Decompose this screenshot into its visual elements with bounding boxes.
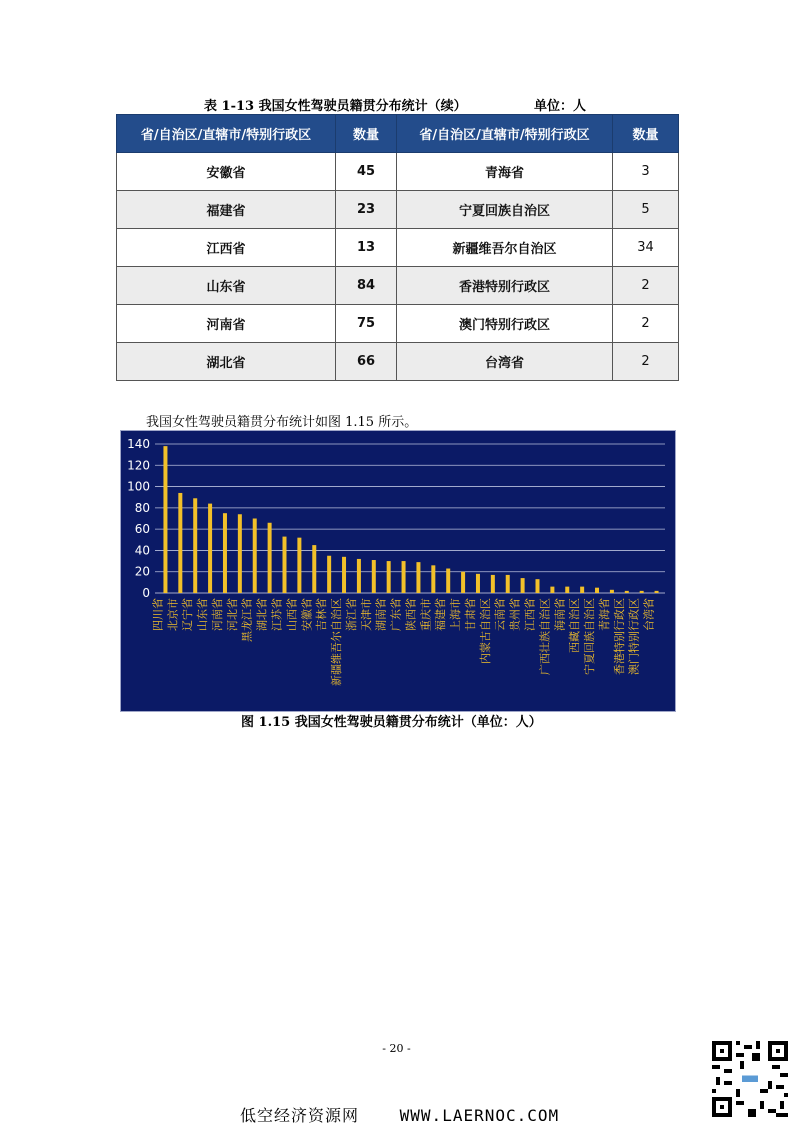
x-tick-label: 广东省	[389, 598, 403, 631]
region-cell: 福建省	[117, 191, 336, 229]
table-unit: 单位：人	[534, 99, 587, 114]
bar	[312, 545, 316, 593]
table-caption: 表 1-13 我国女性驾驶员籍贯分布统计（续）	[204, 99, 467, 114]
y-tick-label: 100	[127, 479, 150, 494]
bar	[476, 574, 480, 593]
x-tick-label: 四川省	[151, 598, 165, 631]
table-row	[117, 267, 679, 305]
count-cell: 5	[613, 191, 679, 229]
bar	[163, 446, 167, 593]
bar	[580, 587, 584, 593]
table-row	[117, 153, 679, 191]
x-tick-label: 宁夏回族自治区	[583, 598, 597, 675]
x-tick-label: 青海省	[597, 598, 611, 631]
bar	[223, 513, 227, 593]
bar	[550, 587, 554, 593]
bar	[506, 575, 510, 593]
bar	[565, 587, 569, 593]
header-region-1: 省/自治区/直辖市/特别行政区	[117, 115, 336, 153]
y-tick-label: 80	[134, 500, 150, 515]
bar	[387, 561, 391, 593]
table-row	[117, 229, 679, 267]
region-cell: 河南省	[117, 305, 336, 343]
bar	[327, 556, 331, 593]
x-tick-label: 福建省	[434, 598, 448, 631]
count-cell: 75	[336, 305, 397, 343]
bar	[491, 575, 495, 593]
chart-svg	[121, 431, 675, 711]
bar	[461, 572, 465, 593]
bar	[610, 590, 614, 593]
table-row	[117, 343, 679, 381]
bar	[268, 523, 272, 593]
x-tick-label: 湖南省	[374, 598, 388, 631]
table-row	[117, 305, 679, 343]
bar	[431, 565, 435, 593]
figure-caption: 图 1.15 我国女性驾驶员籍贯分布统计（单位：人）	[241, 715, 542, 730]
region-cell: 山东省	[117, 267, 336, 305]
bar	[208, 504, 212, 593]
x-tick-label: 天津市	[359, 598, 373, 631]
x-tick-label: 贵州省	[508, 598, 522, 631]
x-tick-label: 江苏省	[270, 598, 284, 631]
bar	[402, 561, 406, 593]
table-header-row	[117, 115, 679, 153]
count-cell: 2	[613, 305, 679, 343]
bar	[283, 537, 287, 593]
x-tick-label: 内蒙古自治区	[478, 598, 492, 664]
bar	[178, 493, 182, 593]
footer	[240, 1103, 559, 1126]
x-tick-label: 香港特别行政区	[612, 598, 626, 675]
x-tick-label: 陕西省	[404, 598, 418, 631]
count-cell: 45	[336, 153, 397, 191]
region-cell: 澳门特别行政区	[397, 305, 613, 343]
bar	[640, 591, 644, 593]
footer-url[interactable]: WWW.LAERNOC.COM	[399, 1106, 560, 1125]
x-tick-label: 江西省	[523, 598, 537, 631]
region-cell: 湖北省	[117, 343, 336, 381]
header-count-1: 数量	[336, 115, 397, 153]
x-tick-label: 西藏自治区	[568, 598, 582, 653]
x-tick-label: 重庆市	[419, 598, 433, 631]
page-number: - 20 -	[382, 1042, 411, 1055]
count-cell: 34	[613, 229, 679, 267]
bar	[536, 579, 540, 593]
x-tick-label: 云南省	[493, 598, 507, 631]
count-cell: 66	[336, 343, 397, 381]
x-tick-label: 广西壮族自治区	[538, 598, 552, 675]
count-cell: 84	[336, 267, 397, 305]
x-tick-label: 浙江省	[344, 598, 358, 631]
count-cell: 13	[336, 229, 397, 267]
bar	[655, 591, 659, 593]
y-tick-label: 20	[134, 564, 150, 579]
count-cell: 2	[613, 267, 679, 305]
count-cell: 3	[613, 153, 679, 191]
region-cell: 安徽省	[117, 153, 336, 191]
y-tick-label: 140	[127, 437, 150, 451]
x-tick-label: 黑龙江省	[240, 598, 254, 642]
bar	[416, 562, 420, 593]
x-tick-label: 山东省	[196, 598, 210, 631]
x-tick-label: 上海市	[449, 598, 463, 631]
origin-table	[116, 114, 679, 381]
qr-code-icon	[712, 1041, 788, 1117]
table-row	[117, 191, 679, 229]
region-cell: 江西省	[117, 229, 336, 267]
y-tick-label: 0	[142, 586, 150, 600]
bar	[625, 591, 629, 593]
footer-site-name: 低空经济资源网	[240, 1106, 360, 1125]
bar-chart	[120, 430, 676, 712]
bar	[297, 538, 301, 593]
region-cell: 新疆维吾尔自治区	[397, 229, 613, 267]
x-tick-label: 安徽省	[300, 598, 314, 631]
x-tick-label: 河南省	[210, 598, 224, 631]
x-tick-label: 北京市	[166, 598, 180, 631]
region-cell: 青海省	[397, 153, 613, 191]
x-tick-label: 河北省	[225, 598, 239, 631]
bar	[521, 578, 525, 593]
header-count-2: 数量	[613, 115, 679, 153]
x-tick-label: 湖北省	[255, 598, 269, 631]
x-tick-label: 台湾省	[642, 598, 656, 631]
x-tick-label: 山西省	[285, 598, 299, 631]
bar	[238, 514, 242, 593]
bar	[446, 569, 450, 593]
x-tick-label: 甘肃省	[463, 598, 477, 631]
bar	[342, 557, 346, 593]
x-tick-label: 海南省	[553, 598, 567, 631]
bar	[253, 519, 257, 594]
region-cell: 台湾省	[397, 343, 613, 381]
y-tick-label: 60	[134, 522, 150, 537]
y-tick-label: 40	[134, 543, 150, 558]
body-paragraph: 我国女性驾驶员籍贯分布统计如图 1.15 所示。	[146, 415, 418, 430]
header-region-2: 省/自治区/直辖市/特别行政区	[397, 115, 613, 153]
region-cell: 宁夏回族自治区	[397, 191, 613, 229]
x-tick-label: 辽宁省	[181, 598, 195, 631]
x-tick-label: 新疆维吾尔自治区	[330, 598, 344, 686]
count-cell: 2	[613, 343, 679, 381]
table-caption-row	[116, 95, 678, 113]
count-cell: 23	[336, 191, 397, 229]
bar	[193, 498, 197, 593]
region-cell: 香港特别行政区	[397, 267, 613, 305]
x-tick-label: 吉林省	[315, 598, 329, 631]
y-tick-label: 120	[127, 458, 150, 473]
bar	[595, 588, 599, 593]
bar	[372, 560, 376, 593]
x-tick-label: 澳门特别行政区	[627, 598, 641, 675]
bar	[357, 559, 361, 593]
